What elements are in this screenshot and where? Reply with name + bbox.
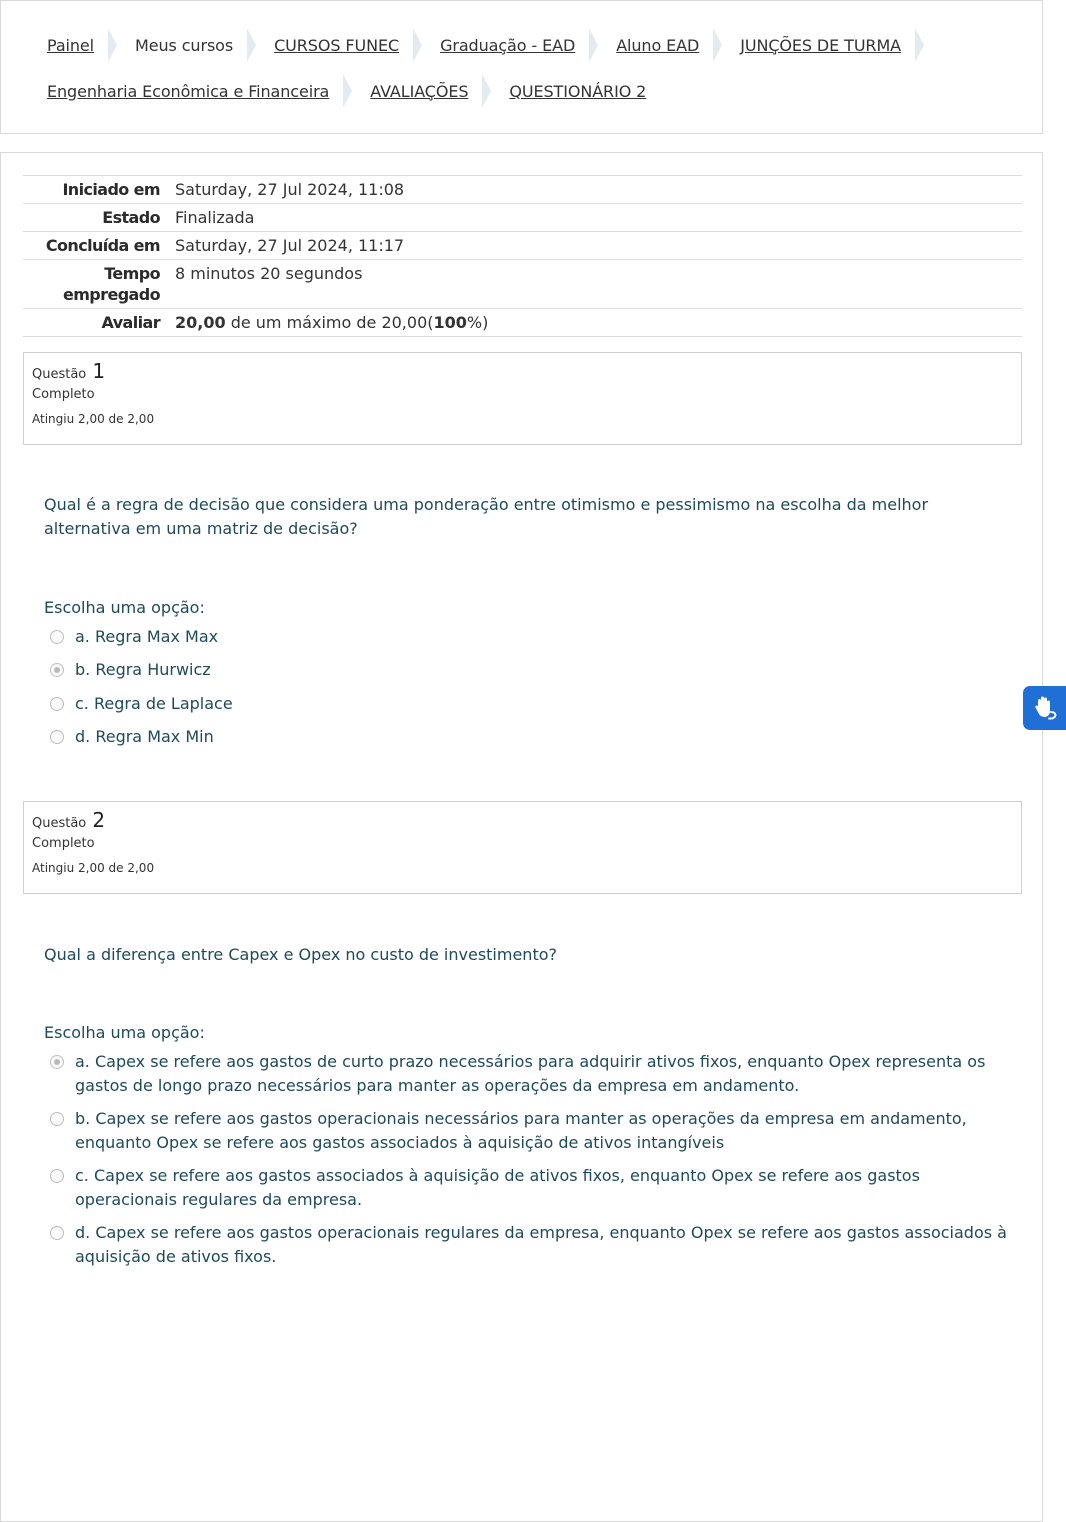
question-2-option-a[interactable]: a. Capex se refere aos gastos de curto prazo necessários para adquirir ativos fixos, enquanto Opex representa os gastos de longo prazo necessários para manter as operações da empresa em andamento. bbox=[50, 1050, 1010, 1098]
attempt-summary-table bbox=[23, 175, 1022, 337]
question-number bbox=[32, 359, 1021, 383]
breadcrumb-link-graduacao-ead[interactable]: Graduação - EAD bbox=[440, 35, 576, 55]
sign-language-icon bbox=[1032, 695, 1058, 721]
breadcrumb-separator bbox=[482, 74, 491, 108]
state-label: Estado bbox=[23, 204, 175, 232]
summary-row-grade bbox=[23, 309, 1022, 337]
breadcrumb-separator bbox=[343, 74, 352, 108]
breadcrumb-link-course[interactable]: Engenharia Econômica e Financeira bbox=[47, 81, 330, 101]
started-label: Iniciado em bbox=[23, 176, 175, 204]
breadcrumb-link-juncoes-de-turma[interactable]: JUNÇÕES DE TURMA bbox=[740, 35, 902, 55]
question-1-option-c[interactable]: c. Regra de Laplace bbox=[50, 692, 1010, 716]
radio-button[interactable] bbox=[50, 1226, 64, 1240]
time-label: Tempo empregado bbox=[23, 260, 175, 309]
grade-percent-suffix: %) bbox=[466, 313, 489, 332]
breadcrumb-row-2 bbox=[47, 74, 646, 108]
breadcrumb-link-cursos-funec[interactable]: CURSOS FUNEC bbox=[274, 35, 400, 55]
radio-button[interactable] bbox=[50, 1112, 64, 1126]
breadcrumb-link-avaliacoes[interactable]: AVALIAÇÕES bbox=[370, 81, 469, 101]
question-2-option-b[interactable]: b. Capex se refere aos gastos operacionais necessários para manter as operações da empresa em andamento, enquanto Opex se refere aos gastos associados à aquisição de ativos intangíveis bbox=[50, 1107, 1010, 1155]
radio-button[interactable] bbox=[50, 697, 64, 711]
radio-button[interactable] bbox=[50, 730, 64, 744]
question-2-answers bbox=[50, 1050, 1010, 1269]
quiz-review-panel bbox=[0, 152, 1043, 1522]
question-label: Questão bbox=[32, 367, 87, 382]
radio-button-selected[interactable] bbox=[50, 663, 64, 677]
question-2-option-c[interactable]: c. Capex se refere aos gastos associados à aquisição de ativos fixos, enquanto Opex se refere aos gastos operacionais regulares da empresa. bbox=[50, 1164, 1010, 1212]
question-1-option-d[interactable]: d. Regra Max Min bbox=[50, 725, 1010, 749]
question-state: Completo bbox=[32, 387, 95, 402]
question-2-prompt: Escolha uma opção: bbox=[44, 1023, 205, 1042]
breadcrumb bbox=[0, 0, 1043, 134]
time-value: 8 minutos 20 segundos bbox=[175, 260, 1022, 309]
breadcrumb-row-1 bbox=[47, 28, 942, 62]
question-number bbox=[32, 808, 1021, 832]
breadcrumb-separator bbox=[589, 28, 598, 62]
grade-percent: 100 bbox=[433, 313, 467, 332]
summary-row-time bbox=[23, 260, 1022, 309]
breadcrumb-separator bbox=[413, 28, 422, 62]
question-number-value: 2 bbox=[92, 808, 106, 832]
question-2-option-d[interactable]: d. Capex se refere aos gastos operacionais regulares da empresa, enquanto Opex se refere aos gastos associados à aquisição de ativos fixos. bbox=[50, 1221, 1010, 1269]
breadcrumb-separator bbox=[108, 28, 117, 62]
breadcrumb-separator bbox=[247, 28, 256, 62]
state-value: Finalizada bbox=[175, 204, 1022, 232]
completed-label: Concluída em bbox=[23, 232, 175, 260]
question-1-option-a[interactable]: a. Regra Max Max bbox=[50, 625, 1010, 649]
summary-row-started bbox=[23, 176, 1022, 204]
breadcrumb-item-meus-cursos: Meus cursos bbox=[135, 35, 234, 55]
breadcrumb-link-aluno-ead[interactable]: Aluno EAD bbox=[616, 35, 700, 55]
grade-score: 20,00 bbox=[175, 313, 226, 332]
question-grade: Atingiu 2,00 de 2,00 bbox=[32, 412, 155, 426]
grade-max-text: de um máximo de 20,00( bbox=[225, 313, 434, 332]
breadcrumb-link-painel[interactable]: Painel bbox=[47, 35, 95, 55]
breadcrumb-link-questionario[interactable]: QUESTIONÁRIO 2 bbox=[509, 81, 647, 101]
grade-value bbox=[175, 309, 1022, 337]
completed-value: Saturday, 27 Jul 2024, 11:17 bbox=[175, 232, 1022, 260]
question-2-text: Qual a diferença entre Capex e Opex no custo de investimento? bbox=[44, 945, 557, 964]
question-label: Questão bbox=[32, 816, 87, 831]
summary-row-state bbox=[23, 204, 1022, 232]
question-state: Completo bbox=[32, 836, 95, 851]
question-1-prompt: Escolha uma opção: bbox=[44, 598, 205, 617]
started-value: Saturday, 27 Jul 2024, 11:08 bbox=[175, 176, 1022, 204]
question-1-option-b[interactable]: b. Regra Hurwicz bbox=[50, 658, 1010, 682]
accessibility-button[interactable] bbox=[1023, 686, 1066, 730]
question-number-value: 1 bbox=[92, 359, 106, 383]
radio-button[interactable] bbox=[50, 630, 64, 644]
grade-label: Avaliar bbox=[23, 309, 175, 337]
summary-row-completed bbox=[23, 232, 1022, 260]
question-1-info bbox=[23, 352, 1022, 445]
radio-button-selected[interactable] bbox=[50, 1055, 64, 1069]
question-2-info bbox=[23, 801, 1022, 894]
breadcrumb-separator bbox=[915, 28, 924, 62]
radio-button[interactable] bbox=[50, 1169, 64, 1183]
question-1-text: Qual é a regra de decisão que considera uma ponderação entre otimismo e pessimismo na escolha da melhor alternativa em uma matriz de decisão? bbox=[44, 495, 929, 538]
question-grade: Atingiu 2,00 de 2,00 bbox=[32, 861, 155, 875]
breadcrumb-separator bbox=[713, 28, 722, 62]
question-1-answers bbox=[50, 625, 1010, 749]
